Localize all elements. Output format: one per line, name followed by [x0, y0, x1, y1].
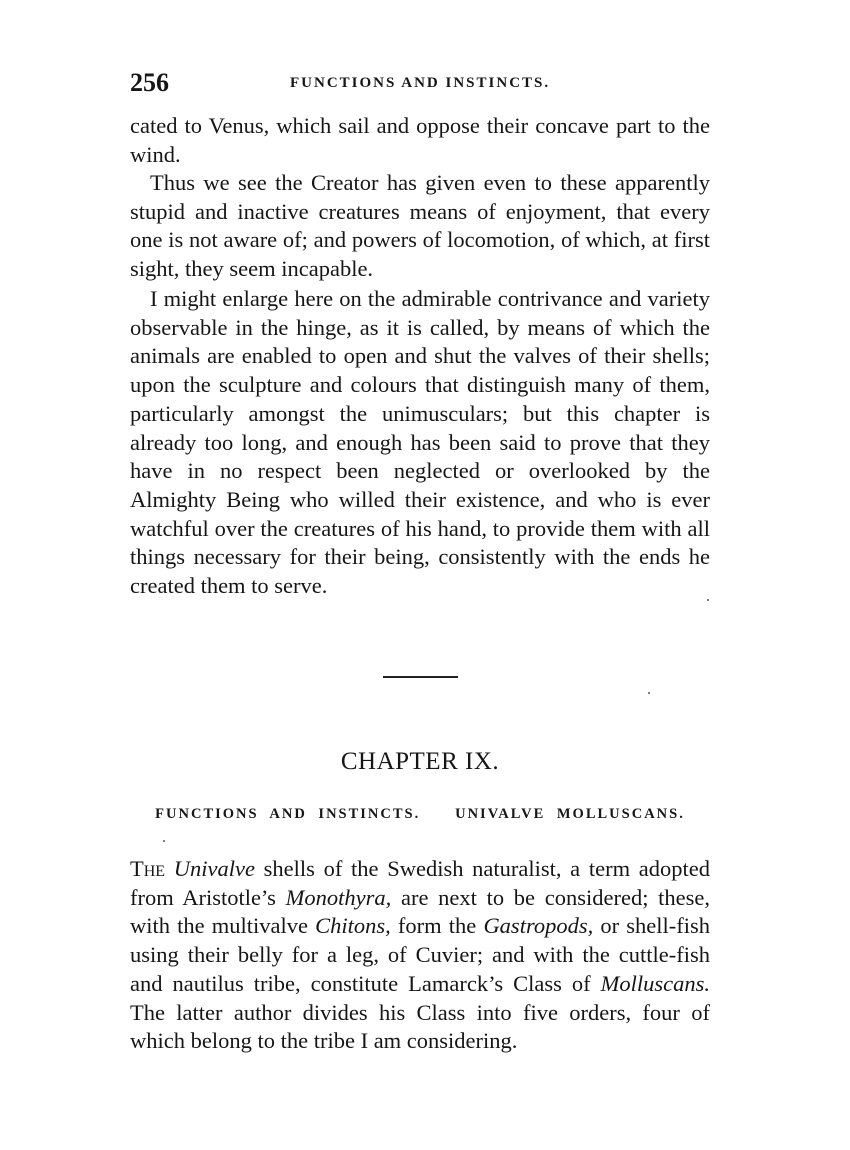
lead-word: The — [130, 856, 166, 881]
body-paragraph-1: cated to Venus, which sail and oppose their concave part to the wind. — [130, 113, 710, 167]
chapter-paragraph-1 — [130, 855, 710, 1056]
text-run: are next to be considered; these, with the multivalve — [130, 884, 710, 939]
chapter-subtitle: FUNCTIONS AND INSTINCTS. UNIVALVE MOLLUSCANS. — [155, 806, 685, 822]
italic-term: Univalve — [173, 856, 255, 881]
body-paragraph-2: Thus we see the Creator has given even to these apparently stupid and inactive creatures means of enjoyment, that every one is not aware of; and powers of locomotion, of which, at first sight, they seem incapable. — [130, 170, 710, 282]
page-number: 256 — [130, 68, 169, 97]
print-speck — [648, 692, 650, 694]
print-speck — [707, 599, 709, 601]
text-run: or shell-fish using their belly for a leg, of Cuvier; and with the cuttle-fish and nautilus tribe, constitute Lamarck’s Class of — [130, 913, 711, 996]
italic-term: Chitons, — [315, 913, 391, 939]
text-run: The latter author divides his Class into five orders, four of which belong to the tribe I am considering. — [130, 999, 710, 1054]
italic-term: Molluscans. — [600, 970, 710, 996]
text-run — [165, 856, 174, 881]
body-paragraph-3: I might enlarge here on the admirable contrivance and variety observable in the hinge, as it is called, by means of which the animals are enabled to open and shut the valves of their shells; upon the sculpture and colours that distinguish many of them, particularly amongst the unimusculars; but this chapter is already too long, and enough has been said to prove that they have in no respect been neglected or overlooked by the Almighty Being who willed their existence, and who is ever watchful over the creatures of his hand, to provide them with all things necessary for their being, consistently with the ends he created them to serve. — [130, 286, 710, 599]
print-speck — [163, 840, 165, 842]
section-divider — [383, 676, 458, 678]
text-run: shells of the Swedish naturalist, a term adopted from Aristotle’s — [130, 856, 710, 910]
chapter-heading: CHAPTER IX. — [340, 748, 500, 775]
italic-term: Monothyra, — [285, 884, 392, 910]
running-head — [130, 68, 710, 98]
text-run: form the — [390, 913, 484, 939]
running-head-title: FUNCTIONS AND INSTINCTS. — [290, 75, 551, 91]
italic-term: Gastropods, — [483, 913, 594, 939]
